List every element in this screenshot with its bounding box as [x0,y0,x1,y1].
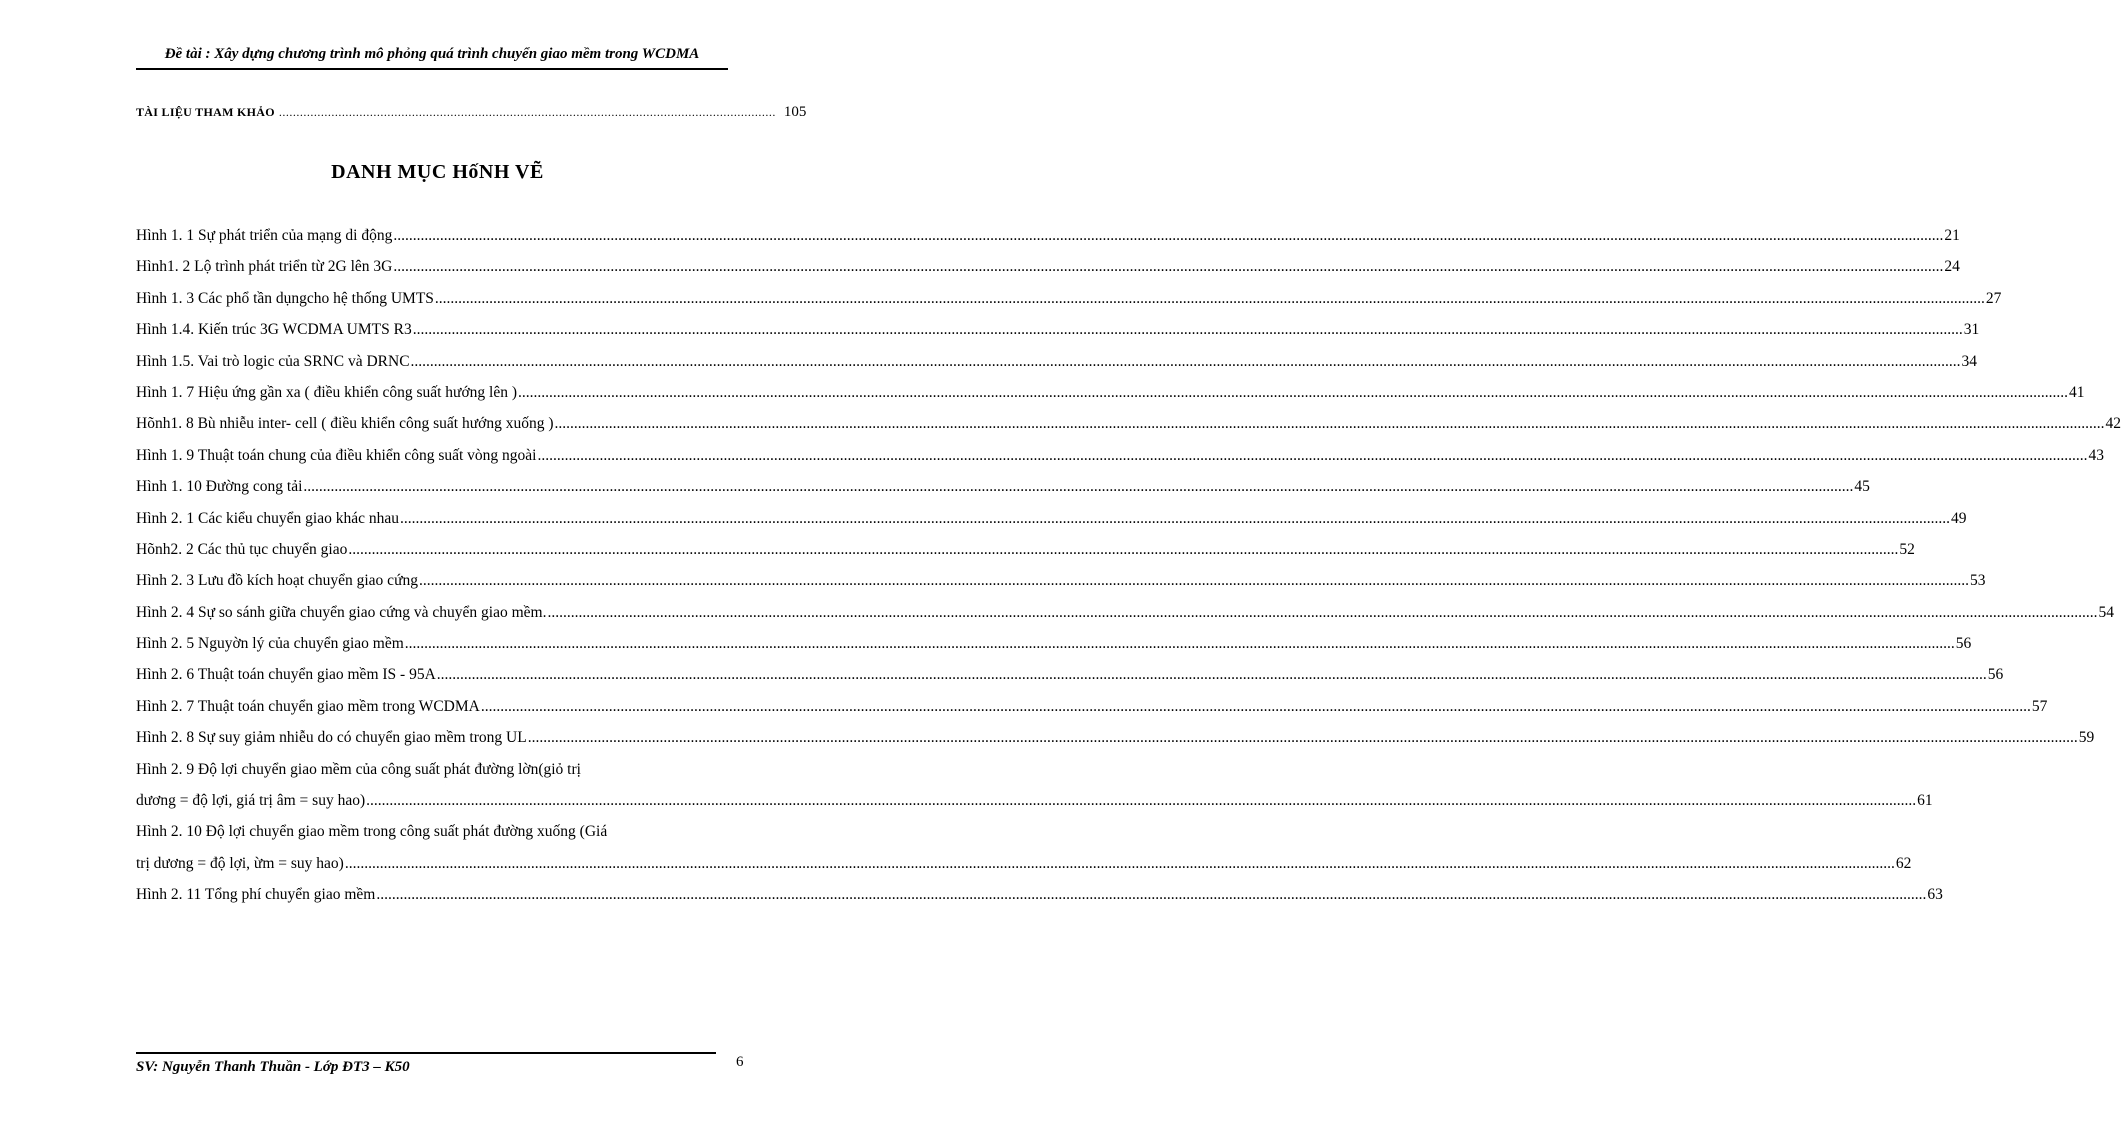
figure-entry [136,220,1960,251]
figure-entry [136,346,1978,377]
figure-entry-text: Hình 1.5. Vai trò logic của SRNC và DRNC [136,352,410,370]
dot-leader: ................................................................................................................................................................................................................................................................................................................................................................................................................ [434,289,1985,307]
figure-page-number: 61 [1917,792,1933,810]
dot-leader: ................................................................................................................................................................................................................................................................................................................................................................................................................ [393,227,1944,244]
dot-leader: ................................................................................................................................................................................................................................................................................................................................................................................................................ [404,635,1955,653]
figure-entry [136,722,2095,753]
figure-entry [136,314,1980,345]
figure-page-number: 43 [2088,446,2104,464]
figure-page-number: 52 [1899,540,1915,558]
figure-entry [136,691,2048,722]
footer-author: SV: Nguyễn Thanh Thuần - Lớp ĐT3 – K50 [136,1059,410,1075]
figure-page-number: 24 [1944,258,1960,276]
figure-entry [136,659,2004,690]
figure-entry-continuation: trị dương = độ lợi, ừm = suy hao) [136,854,344,872]
references-label: TÀI LIỆU THAM KHẢO [136,105,275,119]
dot-leader: ................................................................................................................................................................................................................................................................................................................................................................................................................ [480,697,2031,715]
dot-leader: ................................................................................................................................................................................................................................................................................................................................................................................................................ [410,352,1961,370]
dot-leader: ................................................................................................................................................................................................................................................................................................................................................................................................................ [393,258,1944,276]
header-rule [136,68,728,70]
document-header: Đề tài : Xây dựng chương trình mô phỏng quá trình chuyển giao mềm trong WCDMA [164,46,700,62]
figure-page-number: 56 [1987,666,2004,684]
dot-leader: ................................................................................................................................................................................................................................................................................................................................................................................................................ [412,321,1963,339]
figure-entry [136,283,2002,314]
figure-page-number: 62 [1895,854,1912,872]
figure-page-number: 63 [1927,886,1943,904]
dot-leader: ................................................................................................................................................................................................................................................................................................................................................................................................................ [547,603,2098,621]
figure-entry-text: Hình 2. 9 Độ lợi chuyển giao mềm của công suất phát đường lờn(giỏ trị [136,760,581,778]
dot-leader: ................................................................................................................................................................................................................................................................................................................................................................................................................ [537,446,2088,464]
figure-entry-text: Hình 2. 4 Sự so sánh giữa chuyển giao cứng và chuyển giao mềm. [136,603,547,621]
figure-page-number: 53 [1969,572,1986,590]
figure-entry-text: Hình 2. 10 Độ lợi chuyển giao mềm trong công suất phát đường xuống (Giá [136,823,608,841]
references-page: 105 [783,104,807,120]
figure-entry-text: Hình 2. 7 Thuật toán chuyển giao mềm trong WCDMA [136,697,480,715]
figure-entry-text: Hình 1. 7 Hiệu ứng gần xa ( điều khiển công suất hướng lên ) [136,383,517,401]
figure-entry [136,534,1915,565]
dot-leader: ................................................................................................................................................................................................................................................................................................................................................................................................................ [376,886,1927,904]
figure-entry [136,408,2121,439]
figure-entry-text: Hình 2. 6 Thuật toán chuyển giao mềm IS - 95A [136,666,436,684]
page-number: 6 [736,1054,744,1070]
figure-entry-text: Hình 2. 1 Các kiểu chuyển giao khác nhau [136,509,399,527]
figure-entry-continuation: dương = độ lợi, giá trị âm = suy hao) [136,792,366,810]
figure-entry [136,440,2104,471]
figure-entry-text: Hình 2. 11 Tổng phí chuyển giao mềm [136,886,376,904]
footer-rule [136,1052,716,1054]
figure-page-number: 56 [1955,635,1972,653]
figure-entry [136,879,1943,910]
figure-page-number: 41 [2069,383,2085,401]
dot-leader: .............................................................................................................................................. [278,105,776,119]
dot-leader: ................................................................................................................................................................................................................................................................................................................................................................................................................ [527,729,2078,747]
figure-page-number: 31 [1963,321,1980,339]
figure-entry [136,503,1967,534]
figure-entry-text: Hõnh2. 2 Các thủ tục chuyển giao [136,540,348,558]
dot-leader: ................................................................................................................................................................................................................................................................................................................................................................................................................ [348,540,1899,558]
figure-entry-text: Hình 1. 3 Các phổ tần dụngcho hệ thống UMTS [136,289,434,307]
figure-entry [136,565,1986,596]
figure-entry-text: Hình 1. 10 Đường cong tải [136,478,303,496]
list-of-figures-title: DANH MỤC HốNH VẼ [331,161,544,183]
figure-entry [136,471,1870,502]
figure-page-number: 34 [1961,352,1978,370]
figure-entry [136,251,1960,282]
dot-leader: ................................................................................................................................................................................................................................................................................................................................................................................................................ [418,572,1969,590]
dot-leader: ................................................................................................................................................................................................................................................................................................................................................................................................................ [554,415,2105,433]
figure-entry-text: Hình1. 2 Lộ trình phát triển từ 2G lên 3G [136,258,393,276]
figure-entry [136,377,2085,408]
figure-entry [136,597,2114,628]
dot-leader: ................................................................................................................................................................................................................................................................................................................................................................................................................ [303,478,1854,496]
figure-entry [136,816,1912,879]
figure-page-number: 45 [1854,478,1870,496]
figure-page-number: 59 [2078,729,2095,747]
dot-leader: ................................................................................................................................................................................................................................................................................................................................................................................................................ [400,509,1950,527]
figure-page-number: 49 [1951,509,1967,527]
figure-page-number: 42 [2105,415,2121,433]
figure-entry-text: Hình 2. 5 Nguyờn lý của chuyển giao mềm [136,635,404,653]
figure-page-number: 54 [2098,603,2114,621]
dot-leader: ................................................................................................................................................................................................................................................................................................................................................................................................................ [344,854,1895,872]
figure-entry [136,628,1972,659]
figure-entry-text: Hõnh1. 8 Bù nhiễu inter- cell ( điều khiển công suất hướng xuống ) [136,415,554,433]
dot-leader: ................................................................................................................................................................................................................................................................................................................................................................................................................ [436,666,1987,684]
figure-page-number: 27 [1985,289,2002,307]
figure-list [136,220,2121,911]
figure-entry-text: Hình 2. 3 Lưu đồ kích hoạt chuyển giao cứng [136,572,418,590]
figure-entry-text: Hình 1. 9 Thuật toán chung của điều khiển công suất vòng ngoài [136,446,537,464]
figure-page-number: 21 [1944,227,1960,244]
figure-entry-text: Hình 1.4. Kiến trúc 3G WCDMA UMTS R3 [136,321,412,339]
dot-leader: ................................................................................................................................................................................................................................................................................................................................................................................................................ [366,792,1917,810]
figure-entry-text: Hình 2. 8 Sự suy giảm nhiễu do có chuyển giao mềm trong UL [136,729,527,747]
figure-entry-text: Hình 1. 1 Sự phát triển của mạng di động [136,227,393,244]
references-entry [136,104,807,126]
dot-leader: ................................................................................................................................................................................................................................................................................................................................................................................................................ [518,383,2068,401]
figure-entry [136,754,1933,817]
figure-page-number: 57 [2031,697,2048,715]
